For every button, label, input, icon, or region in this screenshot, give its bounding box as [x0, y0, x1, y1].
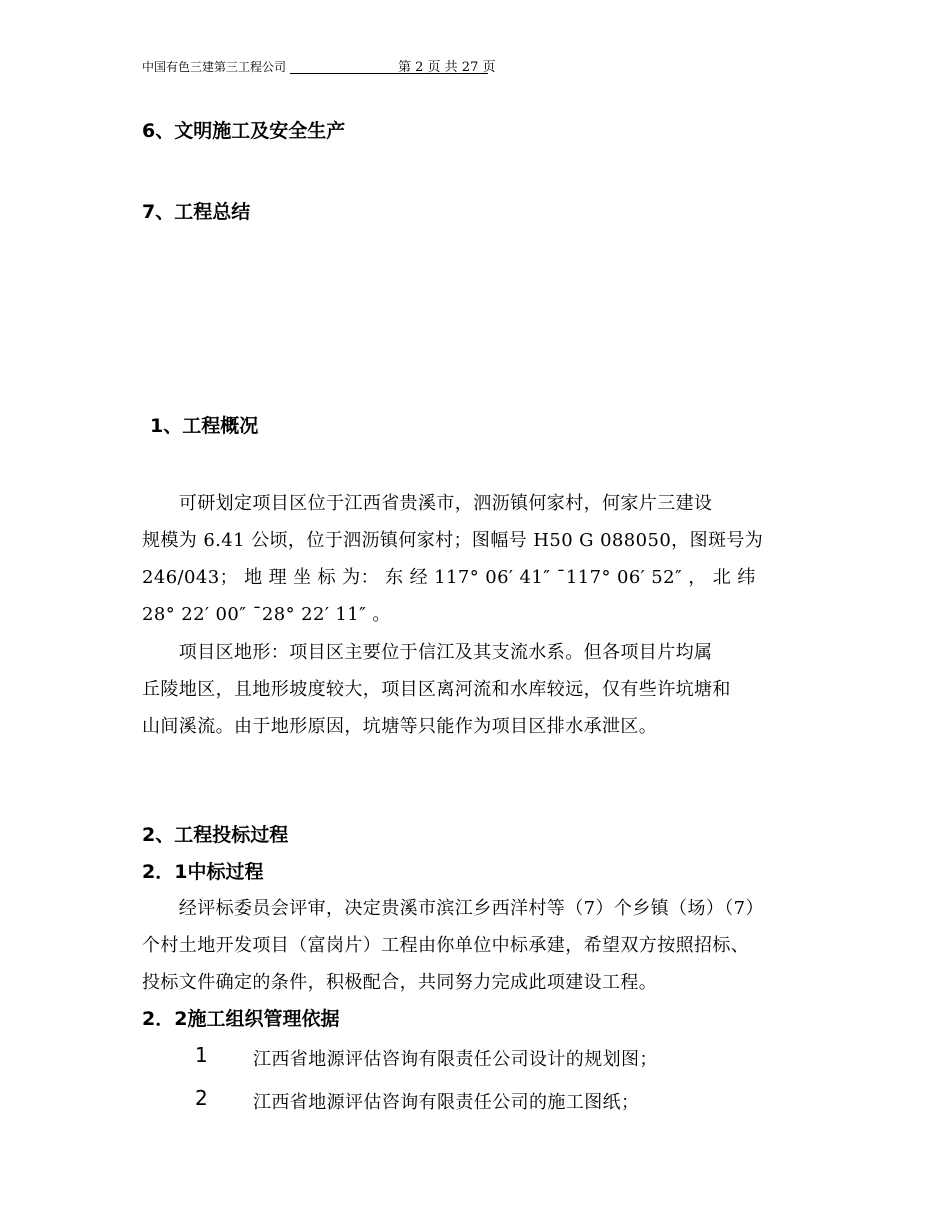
- paragraph-line: 经评标委员会评审，决定贵溪市滨江乡西洋村等（7）个乡镇（场）（7）: [142, 898, 764, 919]
- list-item-number: 1: [195, 1043, 208, 1067]
- paragraph-line: 丘陵地区，且地形坡度较大，项目区离河流和水库较远，仅有些许坑塘和: [142, 679, 731, 700]
- section-1-paragraph-terrain: [142, 634, 731, 745]
- section-2-title: 2、工程投标过程: [142, 824, 289, 846]
- section-1-paragraph-location: [142, 485, 763, 633]
- list-item-text: 江西省地源评估咨询有限责任公司的施工图纸；: [253, 1092, 640, 1113]
- section-6-title: 6、文明施工及安全生产: [142, 120, 346, 142]
- paragraph-line: 项目区地形：项目区主要位于信江及其支流水系。但各项目片均属: [142, 642, 713, 663]
- section-2-2-title: 2．2施工组织管理依据: [142, 1008, 340, 1030]
- section-2-1-paragraph: [142, 890, 764, 1001]
- section-7-title: 7、工程总结: [142, 201, 251, 223]
- paragraph-line: 规模为 6.41 公顷，位于泗沥镇何家村；图幅号 H50 G 088050，图斑号为: [142, 530, 764, 551]
- list-item-text: 江西省地源评估咨询有限责任公司设计的规划图；: [253, 1049, 658, 1070]
- header-page-info: 第 2 页 共 27 页: [398, 60, 496, 75]
- section-1-title: 1、工程概况: [150, 415, 259, 437]
- paragraph-line: 246/043； 地 理 坐 标 为： 东 经 117° 06′ 41″ ¯117° 06′ 52″ ， 北 纬: [142, 567, 756, 588]
- paragraph-line: 个村土地开发项目（富岗片）工程由你单位中标承建，希望双方按照招标、: [142, 935, 750, 956]
- paragraph-line: 投标文件确定的条件，积极配合，共同努力完成此项建设工程。: [142, 972, 658, 993]
- section-2-1-title: 2．1中标过程: [142, 861, 264, 883]
- paragraph-line: 山间溪流。由于地形原因，坑塘等只能作为项目区排水承泄区。: [142, 716, 658, 737]
- list-item-number: 2: [195, 1086, 208, 1110]
- paragraph-line: 28° 22′ 00″ ¯28° 22′ 11″ 。: [142, 604, 391, 625]
- header-company: 中国有色三建第三工程公司: [142, 60, 287, 74]
- paragraph-line: 可研划定项目区位于江西省贵溪市，泗沥镇何家村，何家片三建设: [142, 493, 713, 514]
